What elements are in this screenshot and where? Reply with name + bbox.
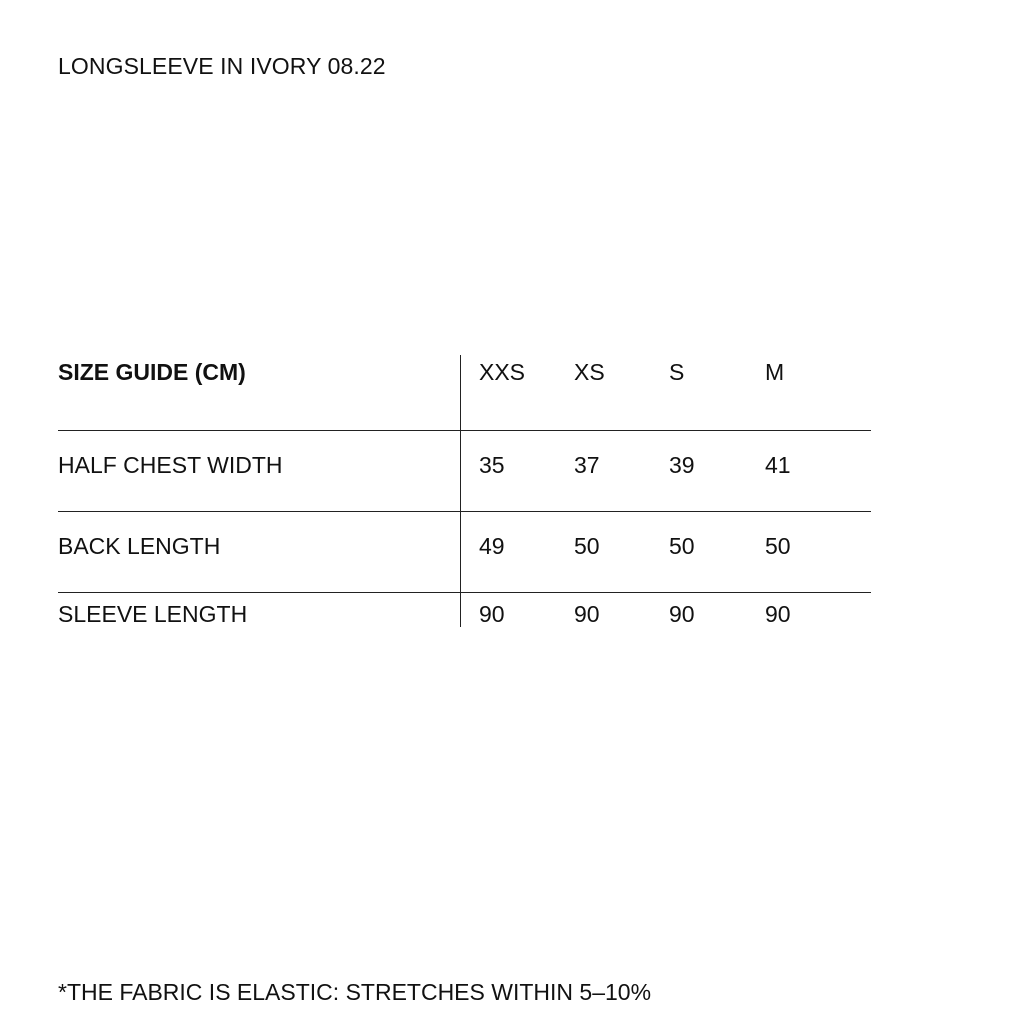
table-cell: 50 [669, 533, 695, 559]
size-header-s: S [669, 359, 685, 385]
table-cell: 49 [479, 533, 505, 559]
row-label: BACK LENGTH [58, 533, 221, 559]
table-cell: 35 [479, 452, 505, 478]
size-header-xxs: XXS [479, 359, 526, 385]
size-header-m: M [765, 359, 785, 385]
table-row-back-length [58, 511, 871, 592]
table-cell: 90 [669, 601, 695, 627]
size-guide-heading: SIZE GUIDE (CM) [58, 359, 246, 385]
table-cell: 50 [574, 533, 600, 559]
size-guide-table [58, 355, 871, 630]
table-header-row [58, 355, 871, 430]
table-cell: 37 [574, 452, 600, 478]
table-cell: 39 [669, 452, 695, 478]
page-title: LONGSLEEVE IN IVORY 08.22 [58, 53, 386, 79]
table-row-half-chest-width [58, 430, 871, 511]
table-cell: 90 [479, 601, 505, 627]
table-cell: 41 [765, 452, 791, 478]
table-cell: 50 [765, 533, 791, 559]
table-row-sleeve-length [58, 592, 871, 630]
row-label: HALF CHEST WIDTH [58, 452, 283, 478]
row-label: SLEEVE LENGTH [58, 601, 248, 627]
size-header-xs: XS [574, 359, 605, 385]
fabric-footnote: *THE FABRIC IS ELASTIC: STRETCHES WITHIN 5–10% [58, 979, 652, 1005]
table-cell: 90 [574, 601, 600, 627]
table-cell: 90 [765, 601, 791, 627]
